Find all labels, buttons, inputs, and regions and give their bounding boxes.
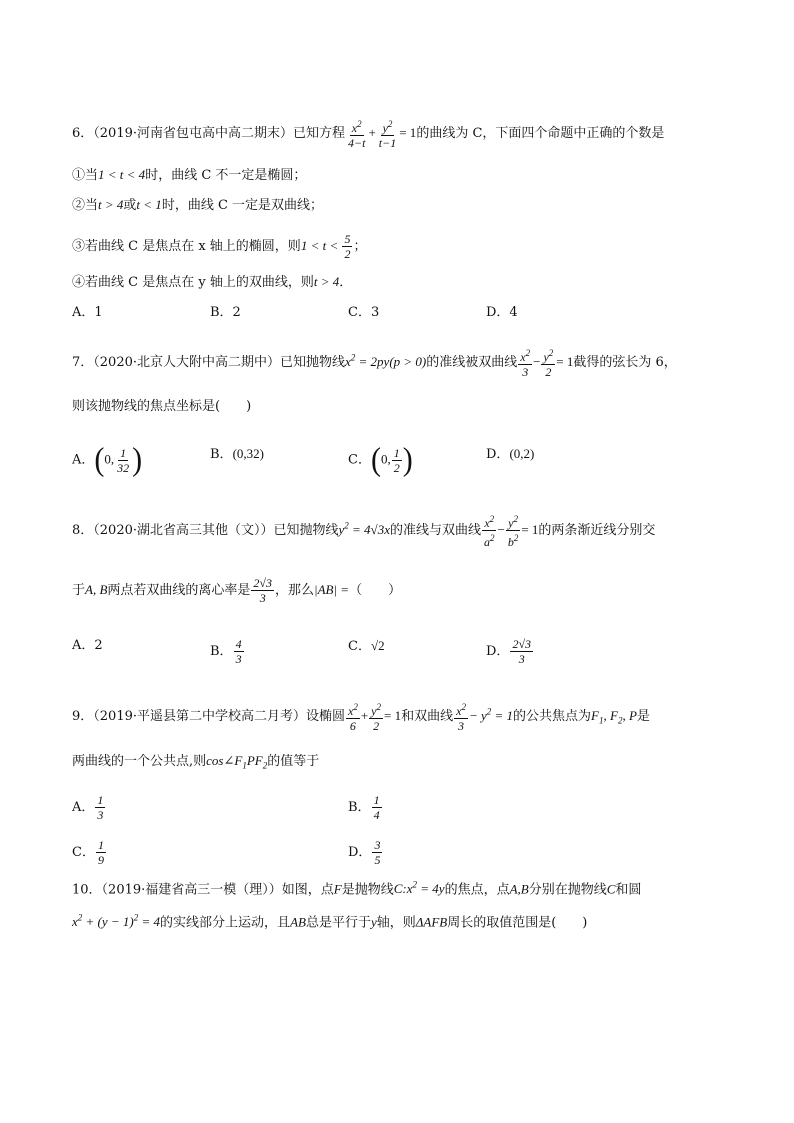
q10-line2-text-end: 周长的取值范围是( ) bbox=[447, 915, 588, 931]
q9-stem-text-mid2: 的公共焦点为 bbox=[513, 709, 592, 724]
q7-option-b bbox=[210, 445, 264, 464]
q10-line2-text-mid2: 轴，则 bbox=[376, 915, 416, 931]
q8-line2-text-end: （ ） bbox=[349, 583, 402, 598]
q6-item1-text: ①当 bbox=[72, 168, 99, 183]
q6-stem-text-end: 的曲线为 C，下面四个命题中正确的个数是 bbox=[416, 126, 665, 141]
q7-option-b-value: (0,32) bbox=[232, 446, 264, 461]
q10-line-2: $x^2 + (y - 1)^2 = 4$的实线部分上运动，且AB总是平行于y轴，则ΔAFB周长的取值范围是( ) bbox=[72, 913, 588, 931]
q10-line2-text-mid: 总是平行于 bbox=[305, 915, 371, 931]
q8-line2-text: 于 bbox=[72, 583, 86, 598]
q9-option-a bbox=[72, 793, 106, 822]
q9-option-b-label: B． bbox=[348, 800, 371, 815]
q9-option-c bbox=[72, 838, 107, 867]
q9-line2-text: 两曲线的一个公共点,则 bbox=[72, 754, 207, 769]
q8-stem-text-mid: 的准线与双曲线 bbox=[389, 523, 481, 538]
q6-option-d: D．4 bbox=[486, 305, 518, 320]
q9-line2-text-end: 的值等于 bbox=[267, 754, 320, 769]
q6-item-1: ①当1 < t < 4时，曲线 C 不一定是椭圆； bbox=[72, 167, 307, 183]
q7-stem-text-end: 截得的弦长为 6， bbox=[573, 355, 677, 370]
q7-option-a: A．(0, $\frac{1}{32}$ ) bbox=[72, 441, 143, 478]
q9-stem-text-end: 是 bbox=[636, 709, 650, 724]
q7-option-c: C．(0, $\frac{1}{2}$ ) bbox=[348, 441, 413, 478]
q8-stem-text: 8．（2020·湖北省高三其他（文））已知抛物线 bbox=[72, 523, 339, 538]
q10-stem-text-mid: 是抛物线 bbox=[341, 882, 394, 898]
q6-item-4: ④若曲线 C 是焦点在 y 轴上的双曲线，则t > 4． bbox=[72, 274, 353, 290]
q6-stem-text: 6．（2019·河南省包屯高中高二期末）已知方程 bbox=[72, 126, 345, 141]
q8-stem-text-end: 的两条渐近线分别交 bbox=[538, 523, 656, 538]
q8-frac-2r3-3: $\frac{2√3}{3}$ bbox=[512, 637, 532, 666]
q7-frac-y: $\frac{y^2}{2}$ bbox=[543, 348, 554, 379]
q7-option-b-label: B． bbox=[210, 447, 233, 462]
q8-frac-x: $\frac{x^2}{a^2}$ bbox=[483, 514, 495, 549]
q7-option-d-label: D． bbox=[486, 447, 510, 462]
q9-option-c-label: C． bbox=[72, 845, 95, 860]
q9-frac-y2: $\frac{y^2}{2}$ bbox=[371, 702, 381, 733]
q6-frac-1: $\frac{x^2}{4-t}$ bbox=[348, 119, 366, 150]
q7-frac-1-32: $\frac{1}{32}$ bbox=[117, 445, 130, 475]
q10-stem-text-end: 和圆 bbox=[615, 882, 642, 898]
q10-stem-text-mid2: 的焦点，点 bbox=[444, 882, 510, 898]
q9-option-d-label: D． bbox=[348, 845, 372, 860]
q6-stem: 6．（2019·河南省包屯高中高二期末）已知方程 $\frac{x^2}{4-t}$ + $\frac{y^2}{t-1}$ = 1的曲线为 C，下面四个命题中正确的个数是 bbox=[72, 119, 665, 150]
q9-stem: 9．（2019·平遥县第二中学校高二月考）设椭圆 $\frac{x^2}{6}$ + $\frac{y^2}{2}$ = 1和双曲线 $\frac{x^2}{3}$ − $y^2 = 1$的公共焦点为$F_1$, $F_2$, P是 bbox=[72, 702, 650, 733]
q6-item-3: ③若曲线 C 是焦点在 x 轴上的椭圆，则1 < t < $\frac{5}{2}$ ； bbox=[72, 232, 367, 261]
q9-option-b bbox=[348, 793, 383, 822]
q7-stem-text-mid: 的准线被双曲线 bbox=[426, 355, 518, 370]
q7-option-c-label: C． bbox=[348, 452, 371, 468]
q8-option-d-label: D． bbox=[486, 644, 510, 659]
q6-option-a: A．1 bbox=[72, 305, 103, 320]
q10-stem-text: 10．（2019·福建省高三一模（理））如图，点 bbox=[72, 882, 334, 898]
q8-line2-text-mid: 两点若双曲线的离心率是 bbox=[107, 583, 251, 598]
q9-frac-1-4: $\frac{1}{4}$ bbox=[373, 793, 380, 822]
q6-item4-text: ④若曲线 C 是焦点在 y 轴上的双曲线，则 bbox=[72, 275, 314, 290]
q9-stem-text-mid: 和双曲线 bbox=[401, 709, 454, 724]
q6-item3-text: ③若曲线 C 是焦点在 x 轴上的椭圆，则 bbox=[72, 239, 301, 254]
q6-option-c: C．3 bbox=[348, 305, 380, 320]
q8-option-b bbox=[210, 637, 245, 666]
q10-stem: 10．（2019·福建省高三一模（理））如图，点F是抛物线$C:x^2 = 4y$的焦点，点A,B分别在抛物线C和圆 bbox=[72, 880, 642, 898]
q9-option-a-label: A． bbox=[72, 800, 95, 815]
q6-item1-text-end: 时，曲线 C 不一定是椭圆； bbox=[145, 168, 307, 183]
q8-stem: 8．（2020·湖北省高三其他（文））已知抛物线$y^2 = 4√3x$的准线与双曲线 $\frac{x^2}{a^2}$ − $\frac{y^2}{b^2}$ = 1的两条渐近线分别交 bbox=[72, 514, 656, 549]
q9-option-d bbox=[348, 838, 383, 867]
q8-option-b-label: B． bbox=[210, 644, 233, 659]
q7-stem-text: 7．（2020·北京人大附中高二期中）已知抛物线 bbox=[72, 355, 345, 370]
q8-option-c: C．√2 bbox=[348, 638, 385, 654]
q7-option-d-value: (0,2) bbox=[509, 446, 535, 461]
q9-stem-text: 9．（2019·平遥县第二中学校高二月考）设椭圆 bbox=[72, 709, 345, 724]
q8-frac-ecc: $\frac{2√3}{3}$ bbox=[253, 576, 273, 605]
q9-frac-1-3: $\frac{1}{3}$ bbox=[97, 793, 104, 822]
q6-item-2: ②当t > 4或t < 1时，曲线 C 一定是双曲线； bbox=[72, 197, 324, 213]
q7-option-d bbox=[486, 445, 534, 464]
q6-option-b: B．2 bbox=[210, 305, 241, 320]
q7-option-a-label: A． bbox=[72, 452, 95, 468]
q10-line2-text: 的实线部分上运动，且 bbox=[160, 915, 291, 931]
q8-line-2: 于A, B两点若双曲线的离心率是 $\frac{2√3}{3}$ ，那么|AB| =（ ） bbox=[72, 576, 402, 605]
q8-option-a: A．2 bbox=[72, 638, 103, 653]
q8-frac-4-3: $\frac{4}{3}$ bbox=[235, 637, 242, 666]
q7-frac-1-2: $\frac{1}{2}$ bbox=[393, 445, 400, 475]
q6-frac-2: $\frac{y^2}{t-1}$ bbox=[378, 119, 397, 150]
q8-frac-y: $\frac{y^2}{b^2}$ bbox=[507, 514, 519, 549]
q9-frac-1-9: $\frac{1}{9}$ bbox=[97, 838, 104, 867]
q6-item2-text: ②当 bbox=[72, 198, 99, 213]
q8-option-c-label: C． bbox=[348, 639, 371, 654]
q10-stem-text-mid3: 分别在抛物线 bbox=[528, 882, 607, 898]
q7-line-2: 则该抛物线的焦点坐标是( ) bbox=[72, 399, 252, 414]
q8-line2-text-mid2: ，那么 bbox=[275, 583, 315, 598]
q9-frac-3-5: $\frac{3}{5}$ bbox=[374, 838, 381, 867]
q6-item3-text-end: ； bbox=[353, 239, 367, 254]
q7-frac-x: $\frac{x^2}{3}$ bbox=[520, 348, 531, 379]
q9-frac-x6: $\frac{x^2}{6}$ bbox=[348, 702, 358, 733]
q9-frac-x3: $\frac{x^2}{3}$ bbox=[456, 702, 466, 733]
q6-item2-text-end: 时，曲线 C 一定是双曲线； bbox=[161, 198, 324, 213]
q7-stem: 7．（2020·北京人大附中高二期中）已知抛物线$x^2 = 2py(p > 0)$的准线被双曲线 $\frac{x^2}{3}$ − $\frac{y^2}{2}$ = 1截得的弦长为 6， bbox=[72, 348, 677, 379]
q6-frac-5-2: $\frac{5}{2}$ bbox=[344, 232, 351, 261]
q8-option-d bbox=[486, 637, 534, 666]
q6-item4-text-end: ． bbox=[339, 275, 353, 290]
q9-line-2: 两曲线的一个公共点,则$\cos\angle F_1PF_2$的值等于 bbox=[72, 753, 320, 771]
